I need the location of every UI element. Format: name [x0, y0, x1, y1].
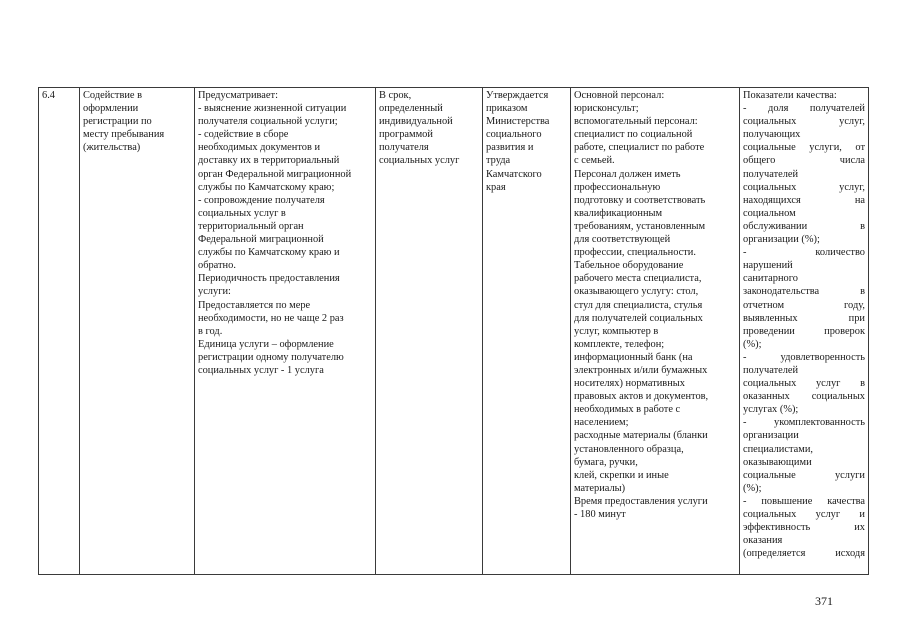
quality-indicator-line: получателей [743, 364, 799, 376]
quality-indicator-line: социальные услуги [743, 469, 865, 481]
quality-indicator-line: социальные услуги, от [743, 142, 865, 154]
service-content-line: - сопровождение получателя [198, 194, 325, 206]
quality-indicator-line: - количество [743, 247, 865, 259]
approval-line: социального [486, 129, 542, 141]
service-content-line: социальных услуг в [198, 207, 286, 219]
service-name-cell [80, 88, 195, 575]
quality-indicator-line: (определяется исходя [743, 548, 865, 560]
quality-indicator-line: находящихся на [743, 194, 865, 206]
quality-indicator-line: организации [743, 430, 799, 442]
staff-conditions-line: клей, скрепки и иные [574, 469, 669, 481]
service-content-line: в год. [198, 325, 223, 337]
quality-indicator-line: услугах (%); [743, 404, 799, 416]
quality-indicator-line: оказания [743, 535, 783, 547]
staff-conditions-line: работе, специалист по работе [574, 142, 705, 154]
service-content-line: Федеральной миграционной [198, 234, 324, 246]
approval-line: приказом [486, 103, 528, 115]
service-term-line: программой [379, 129, 433, 141]
staff-conditions-line: носителях) нормативных [574, 378, 685, 390]
staff-conditions-line: Персонал должен иметь [574, 168, 681, 180]
staff-conditions-line: специалист по социальной [574, 129, 693, 141]
service-content-line: получателя социальной услуги; [198, 116, 338, 128]
service-term-line: В срок, [379, 90, 412, 101]
quality-indicator-line: Показатели качества: [743, 90, 837, 101]
staff-conditions-line: вспомогательный персонал: [574, 116, 698, 128]
service-content-line: необходимых документов и [198, 142, 321, 154]
quality-indicator-line: (%); [743, 338, 762, 350]
approval-cell [483, 88, 571, 575]
approval-line: края [486, 181, 506, 193]
quality-indicator-line: социальном [743, 207, 796, 219]
staff-conditions-line: информационный банк (на [574, 351, 693, 363]
service-content-line: - содействие в сборе [198, 129, 289, 141]
quality-indicator-line: проведении проверок [743, 325, 865, 337]
service-content-line: службы по Камчатскому краю; [198, 181, 335, 193]
staff-conditions-cell [571, 88, 740, 575]
service-name-line: месту пребывания [83, 129, 165, 141]
service-content-line: обратно. [198, 260, 236, 272]
service-content-line: услуги: [198, 286, 231, 298]
service-content-line: регистрации одному получателю [198, 351, 344, 363]
quality-indicator-line: социальных услуг в [743, 378, 865, 390]
staff-conditions-line: профессии, специальности. [574, 247, 696, 259]
service-term-line: социальных услуг [379, 155, 460, 167]
service-name-line: (жительства) [83, 142, 141, 154]
quality-indicator-line: оказанных социальных [743, 391, 865, 403]
staff-conditions-line: бумага, ручки, [574, 456, 638, 468]
quality-indicator-line: отчетном году, [743, 299, 865, 311]
quality-indicator-line: санитарного [743, 273, 798, 285]
service-content-line: Предусматривает: [198, 90, 278, 101]
service-name-line: оформлении [83, 103, 139, 115]
service-content-line: службы по Камчатскому краю и [198, 247, 340, 259]
service-term-cell [376, 88, 483, 575]
row-number: 6.4 [42, 90, 55, 101]
page-number: 371 [815, 594, 833, 608]
service-name-line: регистрации по [83, 116, 152, 128]
staff-conditions-line: для соответствующей [574, 234, 671, 246]
service-content-line: - выяснение жизненной ситуации [198, 103, 347, 115]
staff-conditions-line: профессиональную [574, 181, 661, 193]
row-number-cell [39, 88, 80, 575]
quality-indicator-line: общего числа [743, 155, 865, 167]
quality-indicator-line: социальных услуг и [743, 509, 865, 520]
staff-conditions-line: правовых актов и документов, [574, 391, 709, 403]
services-table [38, 87, 869, 575]
staff-conditions-line: материалы) [574, 482, 626, 494]
staff-conditions-line: с семьей. [574, 155, 615, 167]
quality-indicator-line: - удовлетворенность [743, 351, 865, 363]
staff-conditions-line: Табельное оборудование [574, 260, 684, 272]
approval-line: Министерства [486, 116, 550, 128]
approval-line: труда [486, 155, 511, 167]
staff-conditions-line: населением; [574, 417, 629, 429]
quality-indicator-line: выявленных при [743, 312, 865, 324]
staff-conditions-line: юрисконсульт; [574, 103, 639, 115]
service-content-cell [195, 88, 376, 575]
service-content-line: Единица услуги – оформление [198, 338, 334, 350]
service-content-line: необходимости, но не чаще 2 раз [198, 312, 344, 324]
staff-conditions-line: стул для специалиста, стулья [574, 299, 703, 311]
quality-indicator-line: (%); [743, 482, 762, 494]
approval-line: Утверждается [486, 90, 549, 101]
staff-conditions-line: - 180 минут [574, 509, 626, 520]
quality-indicator-line: организации (%); [743, 234, 820, 246]
quality-indicator-line: социальных услуг, [743, 116, 865, 128]
service-content-line: социальных услуг - 1 услуга [198, 364, 324, 376]
staff-conditions-line: рабочего места специалиста, [574, 273, 702, 285]
quality-indicator-line: получающих [743, 129, 801, 141]
staff-conditions-line: требованиям, установленным [574, 220, 706, 232]
table-row [39, 88, 869, 575]
staff-conditions-line: подготовку и соответствовать [574, 194, 706, 206]
staff-conditions-line: необходимых в работе с [574, 404, 681, 416]
quality-indicator-line: эффективность их [743, 522, 865, 534]
staff-conditions-line: комплекте, телефон; [574, 338, 665, 350]
service-content-line: территориальный орган [198, 220, 304, 232]
service-term-line: определенный [379, 103, 443, 115]
service-content-line: доставку их в территориальный [198, 155, 340, 167]
quality-indicator-line: получателей [743, 168, 799, 180]
staff-conditions-line: услуг, компьютер в [574, 325, 659, 337]
staff-conditions-line: для получателей социальных [574, 312, 703, 324]
quality-indicator-line: обслуживании в [743, 220, 865, 232]
quality-indicator-line: - доля получателей [743, 103, 865, 115]
staff-conditions-line: Основной персонал: [574, 90, 665, 101]
quality-indicator-line: законодательства в [743, 286, 865, 298]
staff-conditions-line: оказывающего услугу: стол, [574, 286, 699, 298]
quality-indicator-line: социальных услуг, [743, 181, 865, 193]
service-content-line: Предоставляется по мере [198, 299, 311, 311]
approval-line: развития и [486, 142, 534, 154]
quality-indicator-line: специалистами, [743, 443, 813, 455]
staff-conditions-line: квалификационным [574, 207, 663, 219]
service-content-line: орган Федеральной миграционной [198, 168, 352, 180]
service-content-line: Периодичность предоставления [198, 273, 340, 285]
approval-line: Камчатского [486, 168, 542, 180]
staff-conditions-line: Время предоставления услуги [574, 495, 708, 507]
staff-conditions-line: расходные материалы (бланки [574, 430, 708, 442]
quality-indicator-line: - повышение качества [743, 495, 865, 507]
quality-indicator-line: оказывающими [743, 456, 812, 468]
staff-conditions-line: электронных и/или бумажных [574, 364, 708, 376]
service-name-line: Содействие в [83, 90, 143, 101]
service-term-line: получателя [379, 142, 429, 154]
service-term-line: индивидуальной [379, 116, 453, 128]
quality-indicators-cell [740, 88, 869, 575]
staff-conditions-line: установленного образца, [574, 443, 684, 455]
quality-indicator-line: - укомплектованность [743, 417, 865, 429]
quality-indicator-line: нарушений [743, 260, 793, 272]
